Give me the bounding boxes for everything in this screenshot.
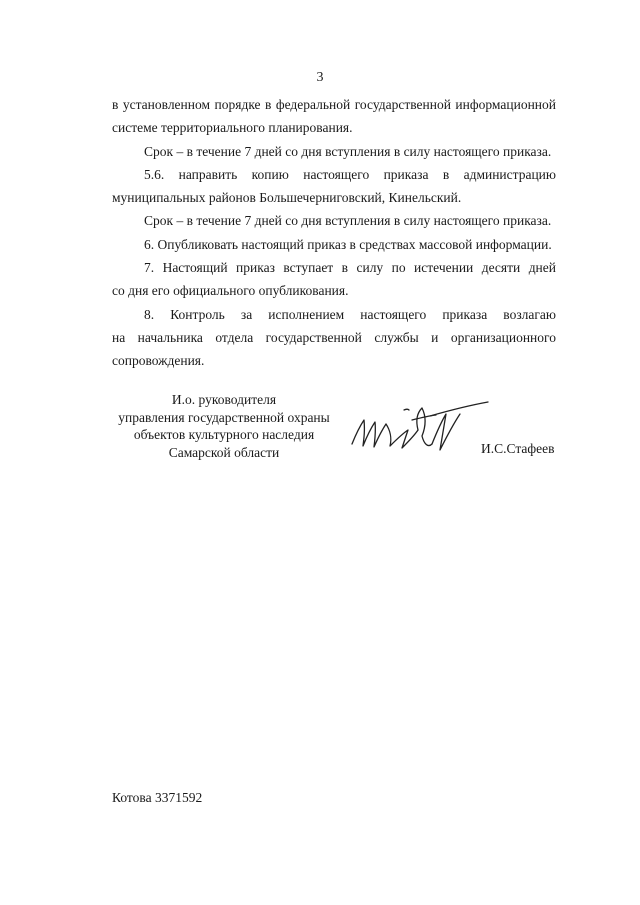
paragraph-line: 8. Контроль за исполнением настоящего приказа возлагаю bbox=[144, 306, 556, 322]
page-number: 3 bbox=[316, 70, 324, 85]
executor-contact: Котова 3371592 bbox=[112, 790, 203, 805]
signer-name: И.С.Стафеев bbox=[481, 441, 555, 456]
paragraph-line: муниципальных районов Большечерниговский, Кинельский. bbox=[112, 190, 462, 206]
paragraph-line: 5.6. направить копию настоящего приказа в администрацию bbox=[144, 166, 556, 182]
paragraph-line: на начальника отдела государственной службы и организационного bbox=[112, 329, 556, 345]
handwritten-signature bbox=[346, 400, 492, 458]
paragraph-line: системе территориального планирования. bbox=[112, 120, 353, 136]
position-line: И.о. руководителя bbox=[171, 392, 277, 407]
paragraph-line: со дня его официального опубликования. bbox=[112, 283, 349, 299]
paragraph-line: 6. Опубликовать настоящий приказ в средствах массовой информации. bbox=[144, 236, 552, 252]
signature-position-title bbox=[108, 391, 340, 461]
paragraph-line: 7. Настоящий приказ вступает в силу по истечении десяти дней bbox=[144, 260, 556, 276]
position-line: объектов культурного наследия bbox=[133, 427, 315, 442]
document-body bbox=[112, 93, 556, 373]
position-line: управления государственной охраны bbox=[118, 409, 330, 425]
paragraph-line: сопровождения. bbox=[112, 353, 205, 369]
paragraph-line: в установленном порядке в федеральной государственной информационной bbox=[112, 97, 556, 112]
paragraph-line: Срок – в течение 7 дней со дня вступления в силу настоящего приказа. bbox=[144, 143, 552, 159]
position-line: Самарской области bbox=[168, 444, 280, 460]
paragraph-line: Срок – в течение 7 дней со дня вступления в силу настоящего приказа. bbox=[144, 213, 552, 229]
